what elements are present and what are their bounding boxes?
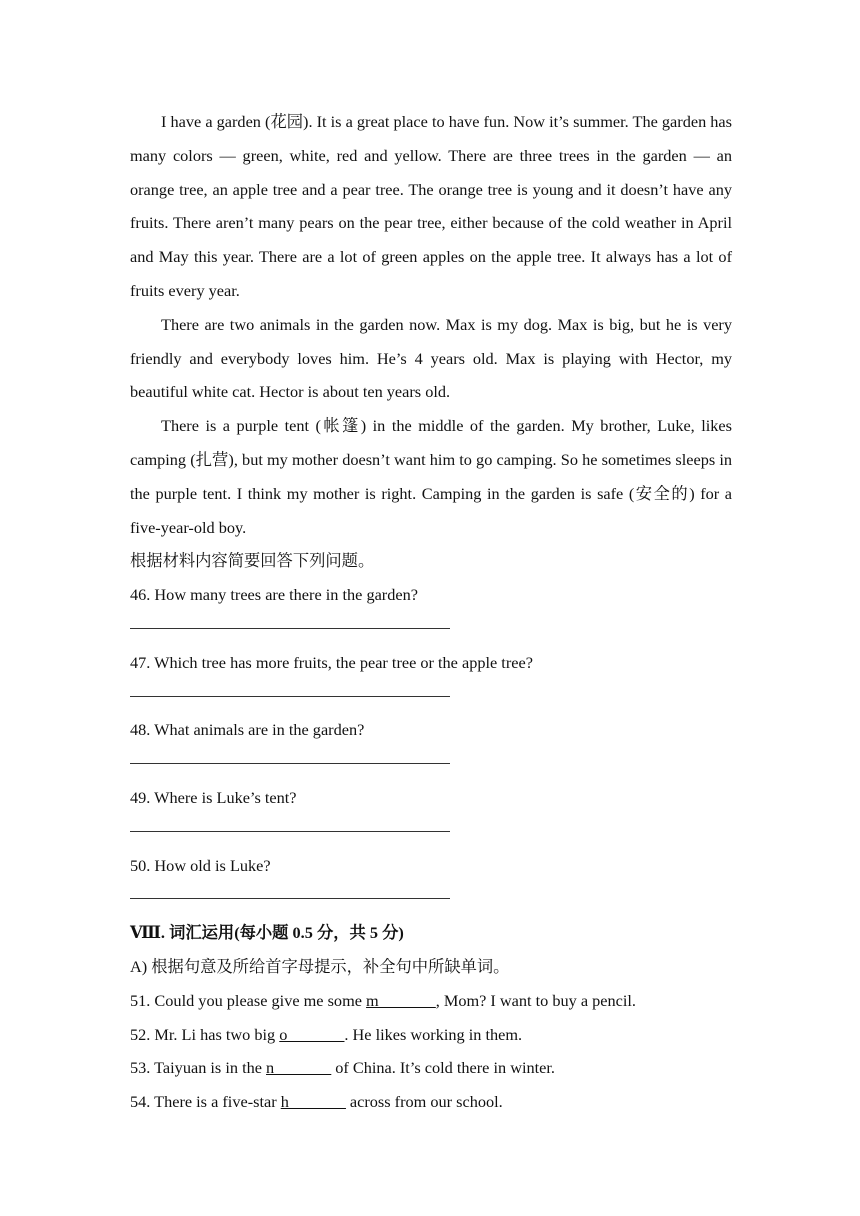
passage-paragraph-3: There is a purple tent (帐篷) in the middle of the garden. My brother, Luke, likes camping (扎营), but my mother doesn’t want him to go camping. So he sometimes sleeps in the purple tent. I think my mother is right. Camping in the garden is safe (安全的) for a five-year-old boy. (130, 416, 732, 537)
question-49: 49. Where is Luke’s tent? (130, 787, 297, 807)
blank-52-after: . He likes working in them. (344, 1024, 523, 1044)
blank-item-52 (130, 1018, 732, 1052)
reading-instruction: 根据材料内容简要回答下列问题。 (130, 551, 375, 571)
question-46: 46. How many trees are there in the garden? (130, 585, 418, 605)
blank-51-after: , Mom? I want to buy a pencil. (435, 990, 637, 1010)
worksheet-content (130, 105, 732, 1119)
answer-line-46[interactable] (130, 612, 732, 646)
blank-54-before: 54. There is a five-star (130, 1092, 281, 1112)
section-title: Ⅷ. 词汇运用(每小题 0.5 分，共 5 分) (130, 923, 404, 943)
question-50: 50. How old is Luke? (130, 855, 271, 875)
blank-51-before: 51. Could you please give me some (130, 990, 367, 1010)
blank-53-before: 53. Taiyuan is in the (130, 1058, 267, 1078)
blank-item-51 (130, 984, 732, 1018)
blank-item-54 (130, 1085, 732, 1119)
blank-52-field[interactable]: o_______ (279, 1024, 345, 1044)
answer-line-47[interactable] (130, 680, 732, 714)
blank-51-field[interactable]: m_______ (366, 990, 436, 1010)
blank-52-before: 52. Mr. Li has two big (130, 1024, 280, 1044)
blank-53-after: of China. It’s cold there in winter. (331, 1058, 555, 1078)
part-a-instruction: A) 根据句意及所给首字母提示，补全句中所缺单词。 (130, 956, 510, 976)
question-48: 48. What animals are in the garden? (130, 720, 365, 740)
passage-paragraph-2: There are two animals in the garden now. Max is my dog. Max is big, but he is very friendly and everybody loves him. He’s 4 years old. Max is playing with Hector, my beautiful white cat. Hector is about ten years old. (130, 314, 732, 402)
question-47: 47. Which tree has more fruits, the pear tree or the apple tree? (130, 652, 533, 672)
blank-54-after: across from our school. (345, 1092, 503, 1112)
answer-line-48[interactable] (130, 747, 732, 781)
blank-53-field[interactable]: n_______ (266, 1058, 332, 1078)
answer-line-49[interactable] (130, 815, 732, 849)
passage-paragraph-1: I have a garden (花园). It is a great place to have fun. Now it’s summer. The garden has many colors — green, white, red and yellow. There are three trees in the garden — an orange tree, an apple tree and a pear tree. The orange tree is young and it doesn’t have any fruits. There aren’t many pears on the pear tree, either because of the cold weather in April and May this year. There are a lot of green apples on the apple tree. It always has a lot of fruits every year. (130, 112, 732, 300)
answer-line-50[interactable] (130, 882, 732, 916)
blank-item-53 (130, 1051, 732, 1085)
blank-54-field[interactable]: h_______ (280, 1092, 346, 1112)
